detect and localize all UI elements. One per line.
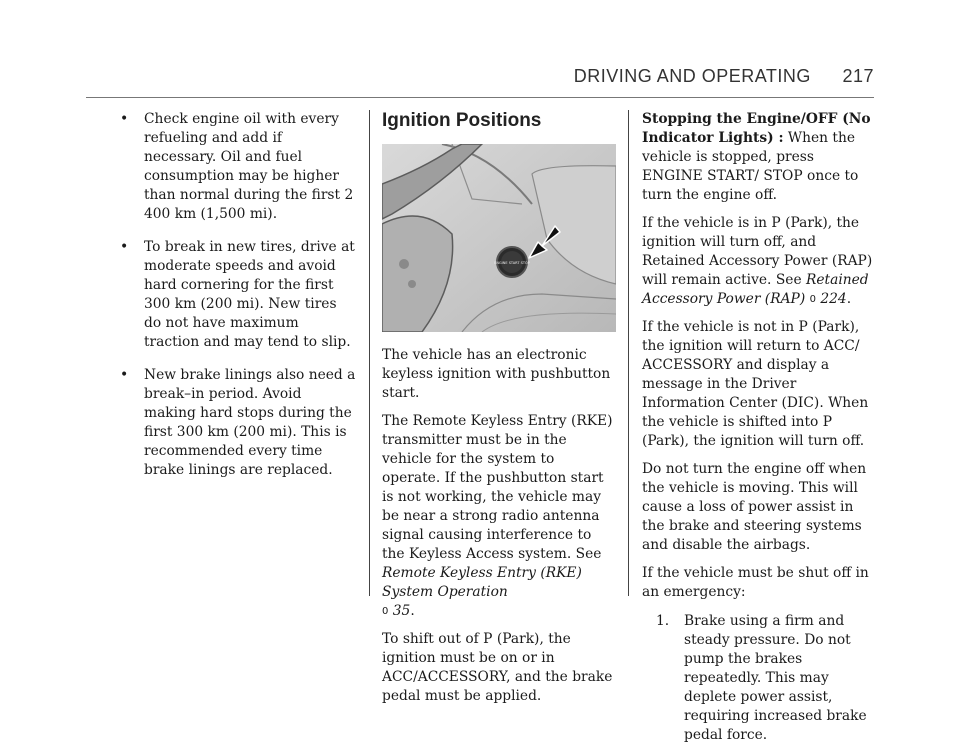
engine-start-button-label: ENGINE START STOP	[494, 261, 530, 265]
list-item	[120, 366, 356, 480]
list-item	[120, 238, 356, 352]
steering-control-icon	[408, 280, 416, 288]
page-reference[interactable]: 224	[820, 291, 847, 307]
bullet-icon: •	[120, 111, 129, 127]
paragraph: If the vehicle must be shut off in an emergency:	[642, 565, 869, 600]
page-reference-icon: 0	[382, 606, 389, 617]
run-in-heading: Stopping the Engine/OFF (No Indicator Lights) :	[642, 111, 871, 146]
paragraph: To shift out of P (Park), the ignition must be on or in ACC/ACCESSORY, and the brake pedal must be applied.	[382, 631, 613, 704]
paragraph: If the vehicle is not in P (Park), the ignition will return to ACC/ ACCESSORY and display a message in the Driver Information Center (DIC). When the vehicle is shifted into P (Park), the ignition will turn off.	[642, 319, 869, 449]
list-item-text: Check engine oil with every refueling and add if necessary. Oil and fuel consumption may be higher than normal during the first 2 400 km (1,500 mi).	[144, 111, 354, 222]
paragraph-text: If the vehicle is in P (Park), the ignition will turn off, and Retained Accessory Power (RAP) will remain active. See	[642, 215, 873, 288]
list-item-text: To break in new tires, drive at moderate speeds and avoid hard cornering for the first 300 km (200 mi). New tires do not have maximum traction and may tend to slip.	[144, 239, 355, 350]
bullet-icon: •	[120, 239, 129, 255]
section-title: DRIVING AND OPERATING	[573, 66, 811, 86]
paragraph-text: The Remote Keyless Entry (RKE) transmitter must be in the vehicle for the system to operate. If the pushbutton start is not working, the vehicle may be near a strong radio antenna signal causing interference to the Keyless Access system. See	[382, 413, 613, 562]
step-text: Brake using a firm and steady pressure. Do not pump the brakes repeatedly. This may deplete power assist, requiring increased brake pedal force.	[684, 613, 867, 743]
left-column	[120, 110, 356, 494]
ignition-button-illustration	[382, 144, 616, 332]
page-reference[interactable]: 35	[392, 603, 411, 619]
paragraph: The vehicle has an electronic keyless ignition with pushbutton start.	[382, 347, 611, 401]
list-item	[120, 110, 356, 224]
paragraph-text: When the vehicle is stopped, press ENGINE START/ STOP once to turn the engine off.	[642, 130, 859, 203]
step-number: 1.	[656, 613, 670, 629]
header-divider	[86, 97, 874, 98]
paragraph	[382, 412, 616, 621]
page-header	[574, 66, 874, 87]
list-item-text: New brake linings also need a break–in period. Avoid making hard stops during the first 300 km (200 mi). This is recommended every time brake linings are replaced.	[144, 367, 356, 478]
page-number: 217	[842, 66, 874, 86]
steering-control-icon	[399, 259, 409, 269]
section-heading: Ignition Positions	[382, 110, 542, 131]
middle-column	[382, 110, 616, 715]
cross-reference-link[interactable]: Remote Keyless Entry (RKE) System Operation	[382, 565, 582, 600]
bullet-icon: •	[120, 367, 129, 383]
right-column	[628, 110, 876, 745]
paragraph	[642, 110, 876, 205]
paragraph	[642, 214, 876, 309]
paragraph-text: .	[410, 603, 415, 619]
paragraph: Do not turn the engine off when the vehicle is moving. This will cause a loss of power assist in the brake and steering systems and disable the airbags.	[642, 461, 867, 553]
column-divider-1	[369, 110, 370, 596]
page-reference-icon: 0	[809, 294, 816, 305]
numbered-step	[656, 612, 876, 745]
paragraph-text: .	[846, 291, 852, 307]
cross-reference-link[interactable]: Retained Accessory Power (RAP)	[642, 272, 869, 307]
